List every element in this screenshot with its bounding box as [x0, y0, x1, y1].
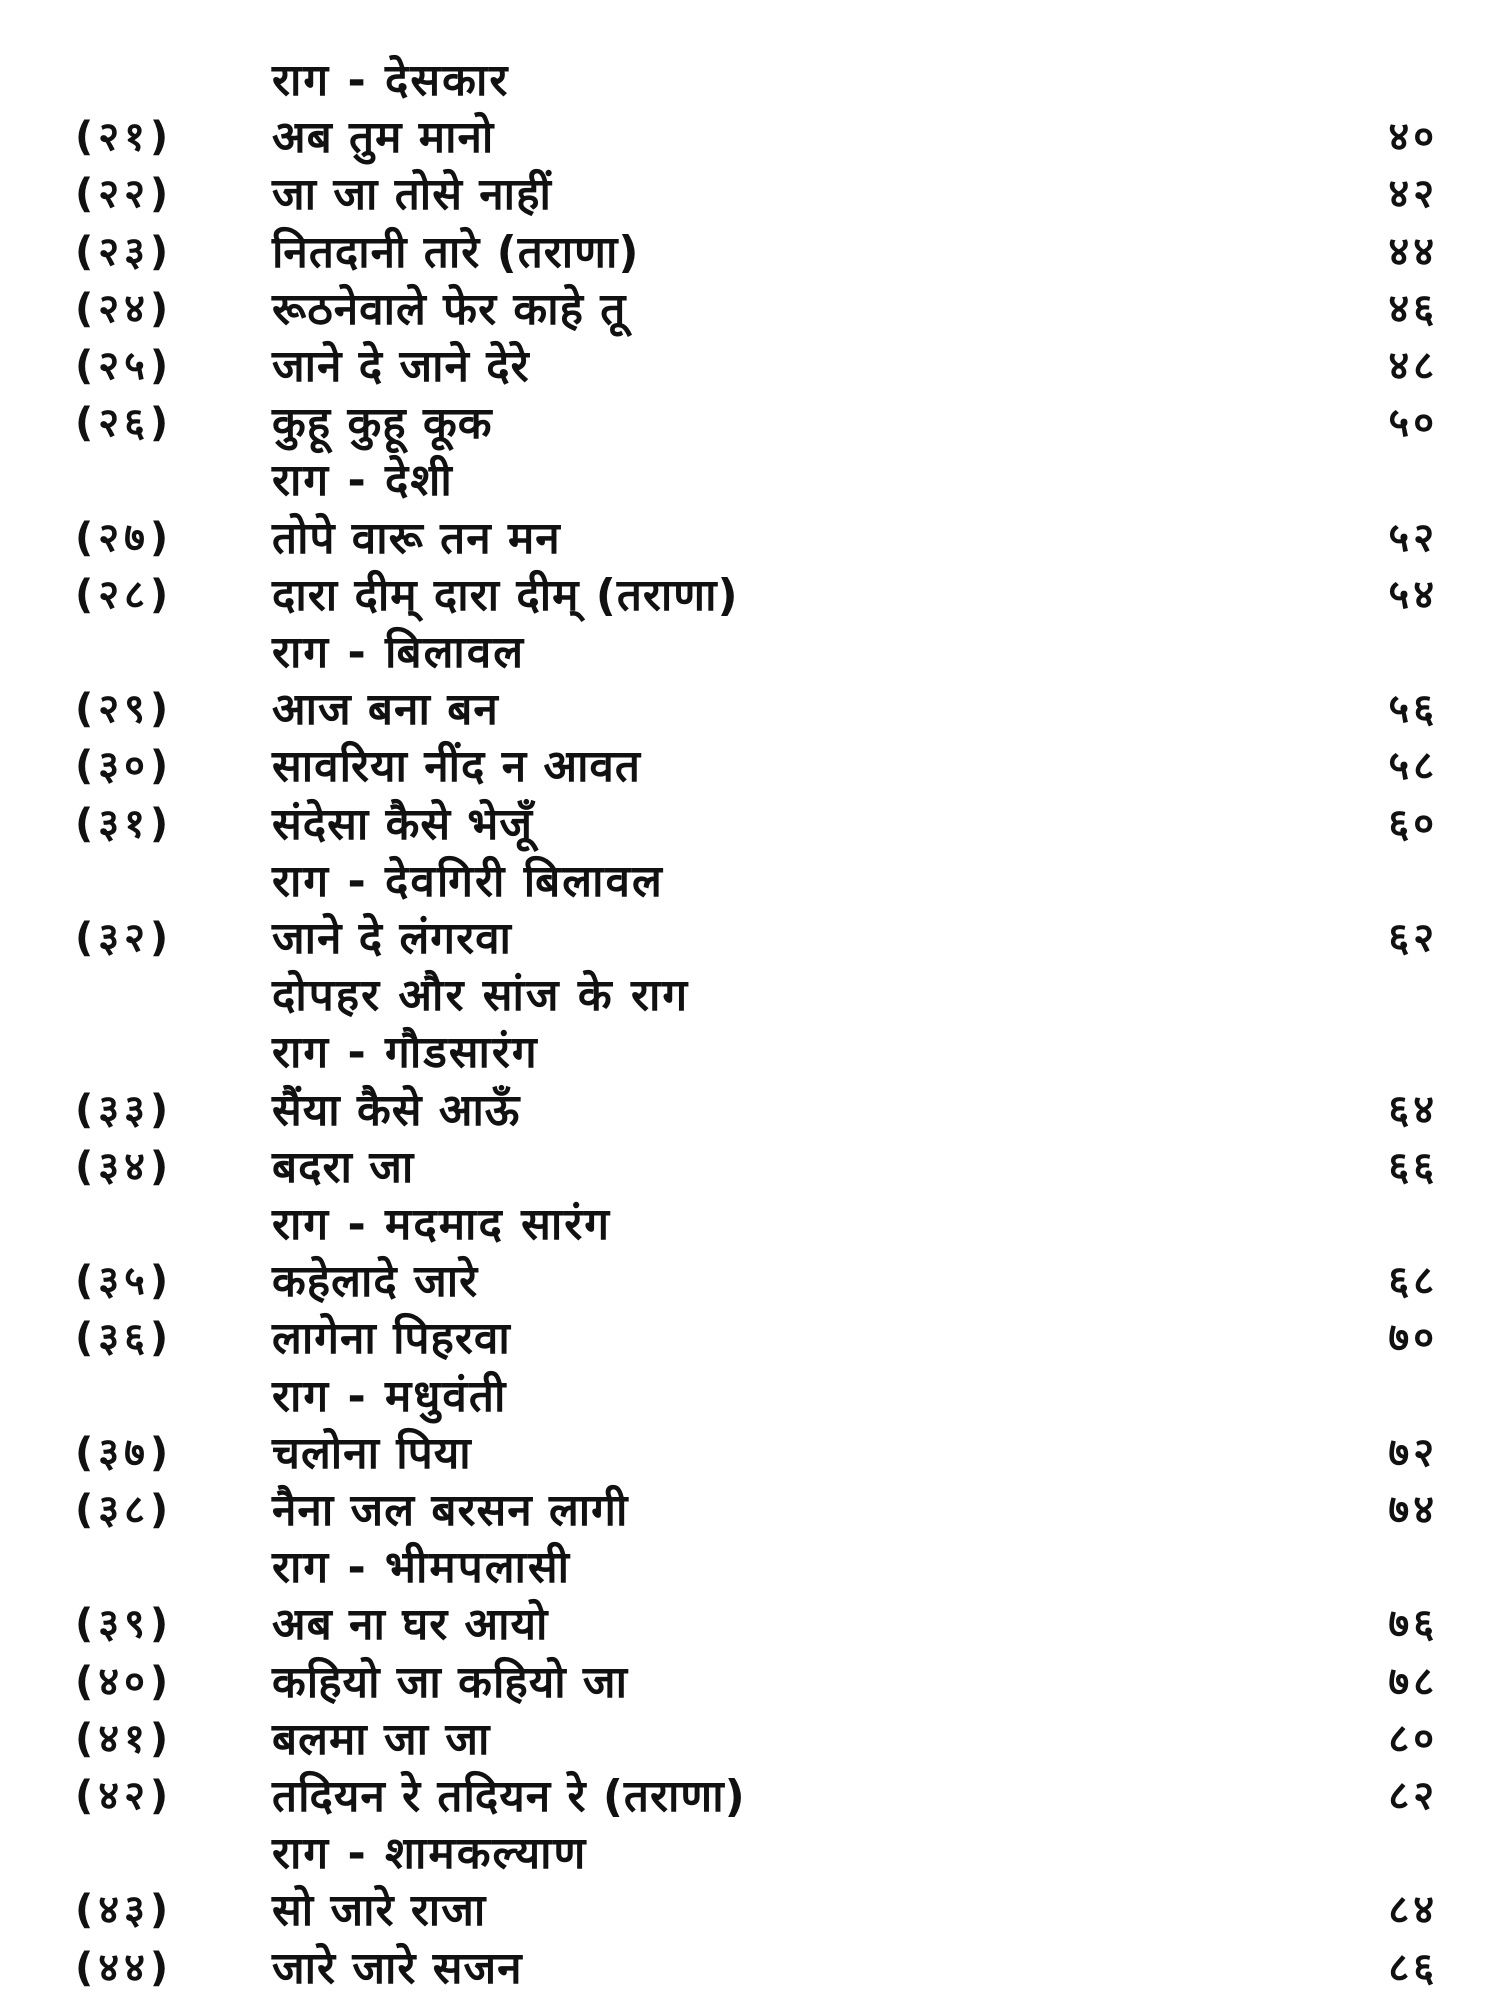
entry-title: जा जा तोसे नाहीं [272, 169, 552, 220]
entry-number: (३२) [75, 915, 174, 961]
entry-title: कुहू कुहू कूक [272, 398, 493, 449]
entry-page-number: ८६ [1388, 1945, 1438, 1991]
entry-number: (३६) [75, 1315, 174, 1361]
toc-entry [0, 738, 1500, 795]
entry-number: (२२) [75, 171, 174, 217]
entry-title: अब तुम मानो [272, 112, 495, 163]
entry-page-number: ७४ [1388, 1487, 1438, 1533]
toc-entry [0, 681, 1500, 738]
entry-number: (२४) [75, 286, 174, 332]
toc-entry [0, 1310, 1500, 1367]
entry-number: (४०) [75, 1659, 174, 1705]
entry-title: कहेलादे जारे [272, 1256, 479, 1307]
entry-number: (४४) [75, 1945, 174, 1991]
toc-entry [0, 510, 1500, 567]
toc-entry [0, 1711, 1500, 1768]
entry-number: (२३) [75, 229, 174, 275]
raag-heading: राग - देवगिरी बिलावल [272, 856, 664, 907]
raag-heading: राग - देशी [272, 455, 454, 506]
entry-page-number: ७० [1388, 1315, 1438, 1361]
toc-entry [0, 1596, 1500, 1653]
entry-title: जारे जारे सजन [272, 1943, 523, 1994]
entry-title: जाने दे लंगरवा [272, 913, 512, 964]
toc-entry [0, 1940, 1500, 1997]
entry-number: (३४) [75, 1144, 174, 1190]
entry-number: (२१) [75, 114, 174, 160]
entry-page-number: ५२ [1388, 515, 1438, 561]
entry-number: (३०) [75, 743, 174, 789]
raag-heading: राग - गौडसारंग [272, 1027, 539, 1078]
entry-title: सो जारे राजा [272, 1885, 487, 1936]
raag-heading: राग - मदमाद सारंग [272, 1199, 612, 1250]
entry-title: सावरिया नींद न आवत [272, 741, 641, 792]
entry-page-number: ५६ [1388, 686, 1438, 732]
toc-entry [0, 796, 1500, 853]
entry-title: अब ना घर आयो [272, 1599, 549, 1650]
toc-entry [0, 1253, 1500, 1310]
entry-title: संदेसा कैसे भेजूँ [272, 799, 534, 850]
toc-entry [0, 395, 1500, 452]
entry-number: (३७) [75, 1430, 174, 1476]
entry-page-number: ६० [1388, 801, 1438, 847]
raag-heading: दोपहर और सांज के राग [272, 970, 690, 1021]
toc-entry [0, 1654, 1500, 1711]
entry-page-number: ६२ [1388, 915, 1438, 961]
entry-page-number: ४६ [1388, 286, 1438, 332]
entry-title: लागेना पिहरवा [272, 1313, 511, 1364]
raag-heading: राग - भीमपलासी [272, 1542, 572, 1593]
entry-number: (३९) [75, 1601, 174, 1647]
entry-number: (३५) [75, 1258, 174, 1304]
toc-entry [0, 281, 1500, 338]
toc-entry [0, 1139, 1500, 1196]
entry-number: (२७) [75, 515, 174, 561]
toc-entry [0, 224, 1500, 281]
entry-number: (३१) [75, 801, 174, 847]
entry-page-number: ६४ [1388, 1087, 1438, 1133]
toc-entry [0, 1425, 1500, 1482]
entry-title: जाने दे जाने देरे [272, 341, 530, 392]
entry-title: दारा दीम् दारा दीम् (तराणा) [272, 570, 739, 621]
entry-number: (२९) [75, 686, 174, 732]
entry-number: (३३) [75, 1087, 174, 1133]
entry-page-number: ७६ [1388, 1601, 1438, 1647]
toc-entry [0, 1882, 1500, 1939]
entry-title: बलमा जा जा [272, 1714, 491, 1765]
entry-page-number: ५८ [1388, 743, 1438, 789]
toc-entry [0, 567, 1500, 624]
entry-page-number: ४४ [1388, 229, 1438, 275]
entry-page-number: ५४ [1388, 572, 1438, 618]
entry-page-number: ५० [1388, 400, 1438, 446]
toc-entry [0, 166, 1500, 223]
entry-page-number: ७२ [1388, 1430, 1438, 1476]
entry-number: (४२) [75, 1773, 174, 1819]
raag-heading: राग - देसकार [272, 55, 510, 106]
raag-heading: राग - शामकल्याण [272, 1828, 588, 1879]
entry-title: नैना जल बरसन लागी [272, 1485, 629, 1536]
entry-page-number: ७८ [1388, 1659, 1438, 1705]
entry-title: चलोना पिया [272, 1428, 472, 1479]
entry-page-number: ४८ [1388, 343, 1438, 389]
entry-number: (२८) [75, 572, 174, 618]
entry-number: (४३) [75, 1887, 174, 1933]
entry-title: सैंया कैसे आऊँ [272, 1085, 521, 1136]
entry-title: बदरा जा [272, 1142, 415, 1193]
entry-title: रूठनेवाले फेर काहे तू [272, 284, 627, 335]
entry-page-number: ६६ [1388, 1144, 1438, 1190]
entry-title: आज बना बन [272, 684, 499, 735]
toc-entry [0, 338, 1500, 395]
entry-page-number: ६८ [1388, 1258, 1438, 1304]
entry-page-number: ८२ [1388, 1773, 1438, 1819]
entry-page-number: ८४ [1388, 1887, 1438, 1933]
entry-title: तदियन रे तदियन रे (तराणा) [272, 1771, 746, 1822]
raag-heading: राग - मधुवंती [272, 1371, 508, 1422]
toc-entry [0, 1768, 1500, 1825]
entry-page-number: ८० [1388, 1716, 1438, 1762]
entry-page-number: ४० [1388, 114, 1438, 160]
entry-title: कहियो जा कहियो जा [272, 1657, 628, 1708]
entry-page-number: ४२ [1388, 171, 1438, 217]
entry-number: (४१) [75, 1716, 174, 1762]
toc-entry [0, 1082, 1500, 1139]
entry-title: तोपे वारू तन मन [272, 513, 561, 564]
toc-entry [0, 109, 1500, 166]
raag-heading: राग - बिलावल [272, 627, 526, 678]
entry-number: (२६) [75, 400, 174, 446]
entry-number: (२५) [75, 343, 174, 389]
entry-number: (३८) [75, 1487, 174, 1533]
toc-entry [0, 1482, 1500, 1539]
toc-entry [0, 910, 1500, 967]
entry-title: नितदानी तारे (तराणा) [272, 227, 640, 278]
